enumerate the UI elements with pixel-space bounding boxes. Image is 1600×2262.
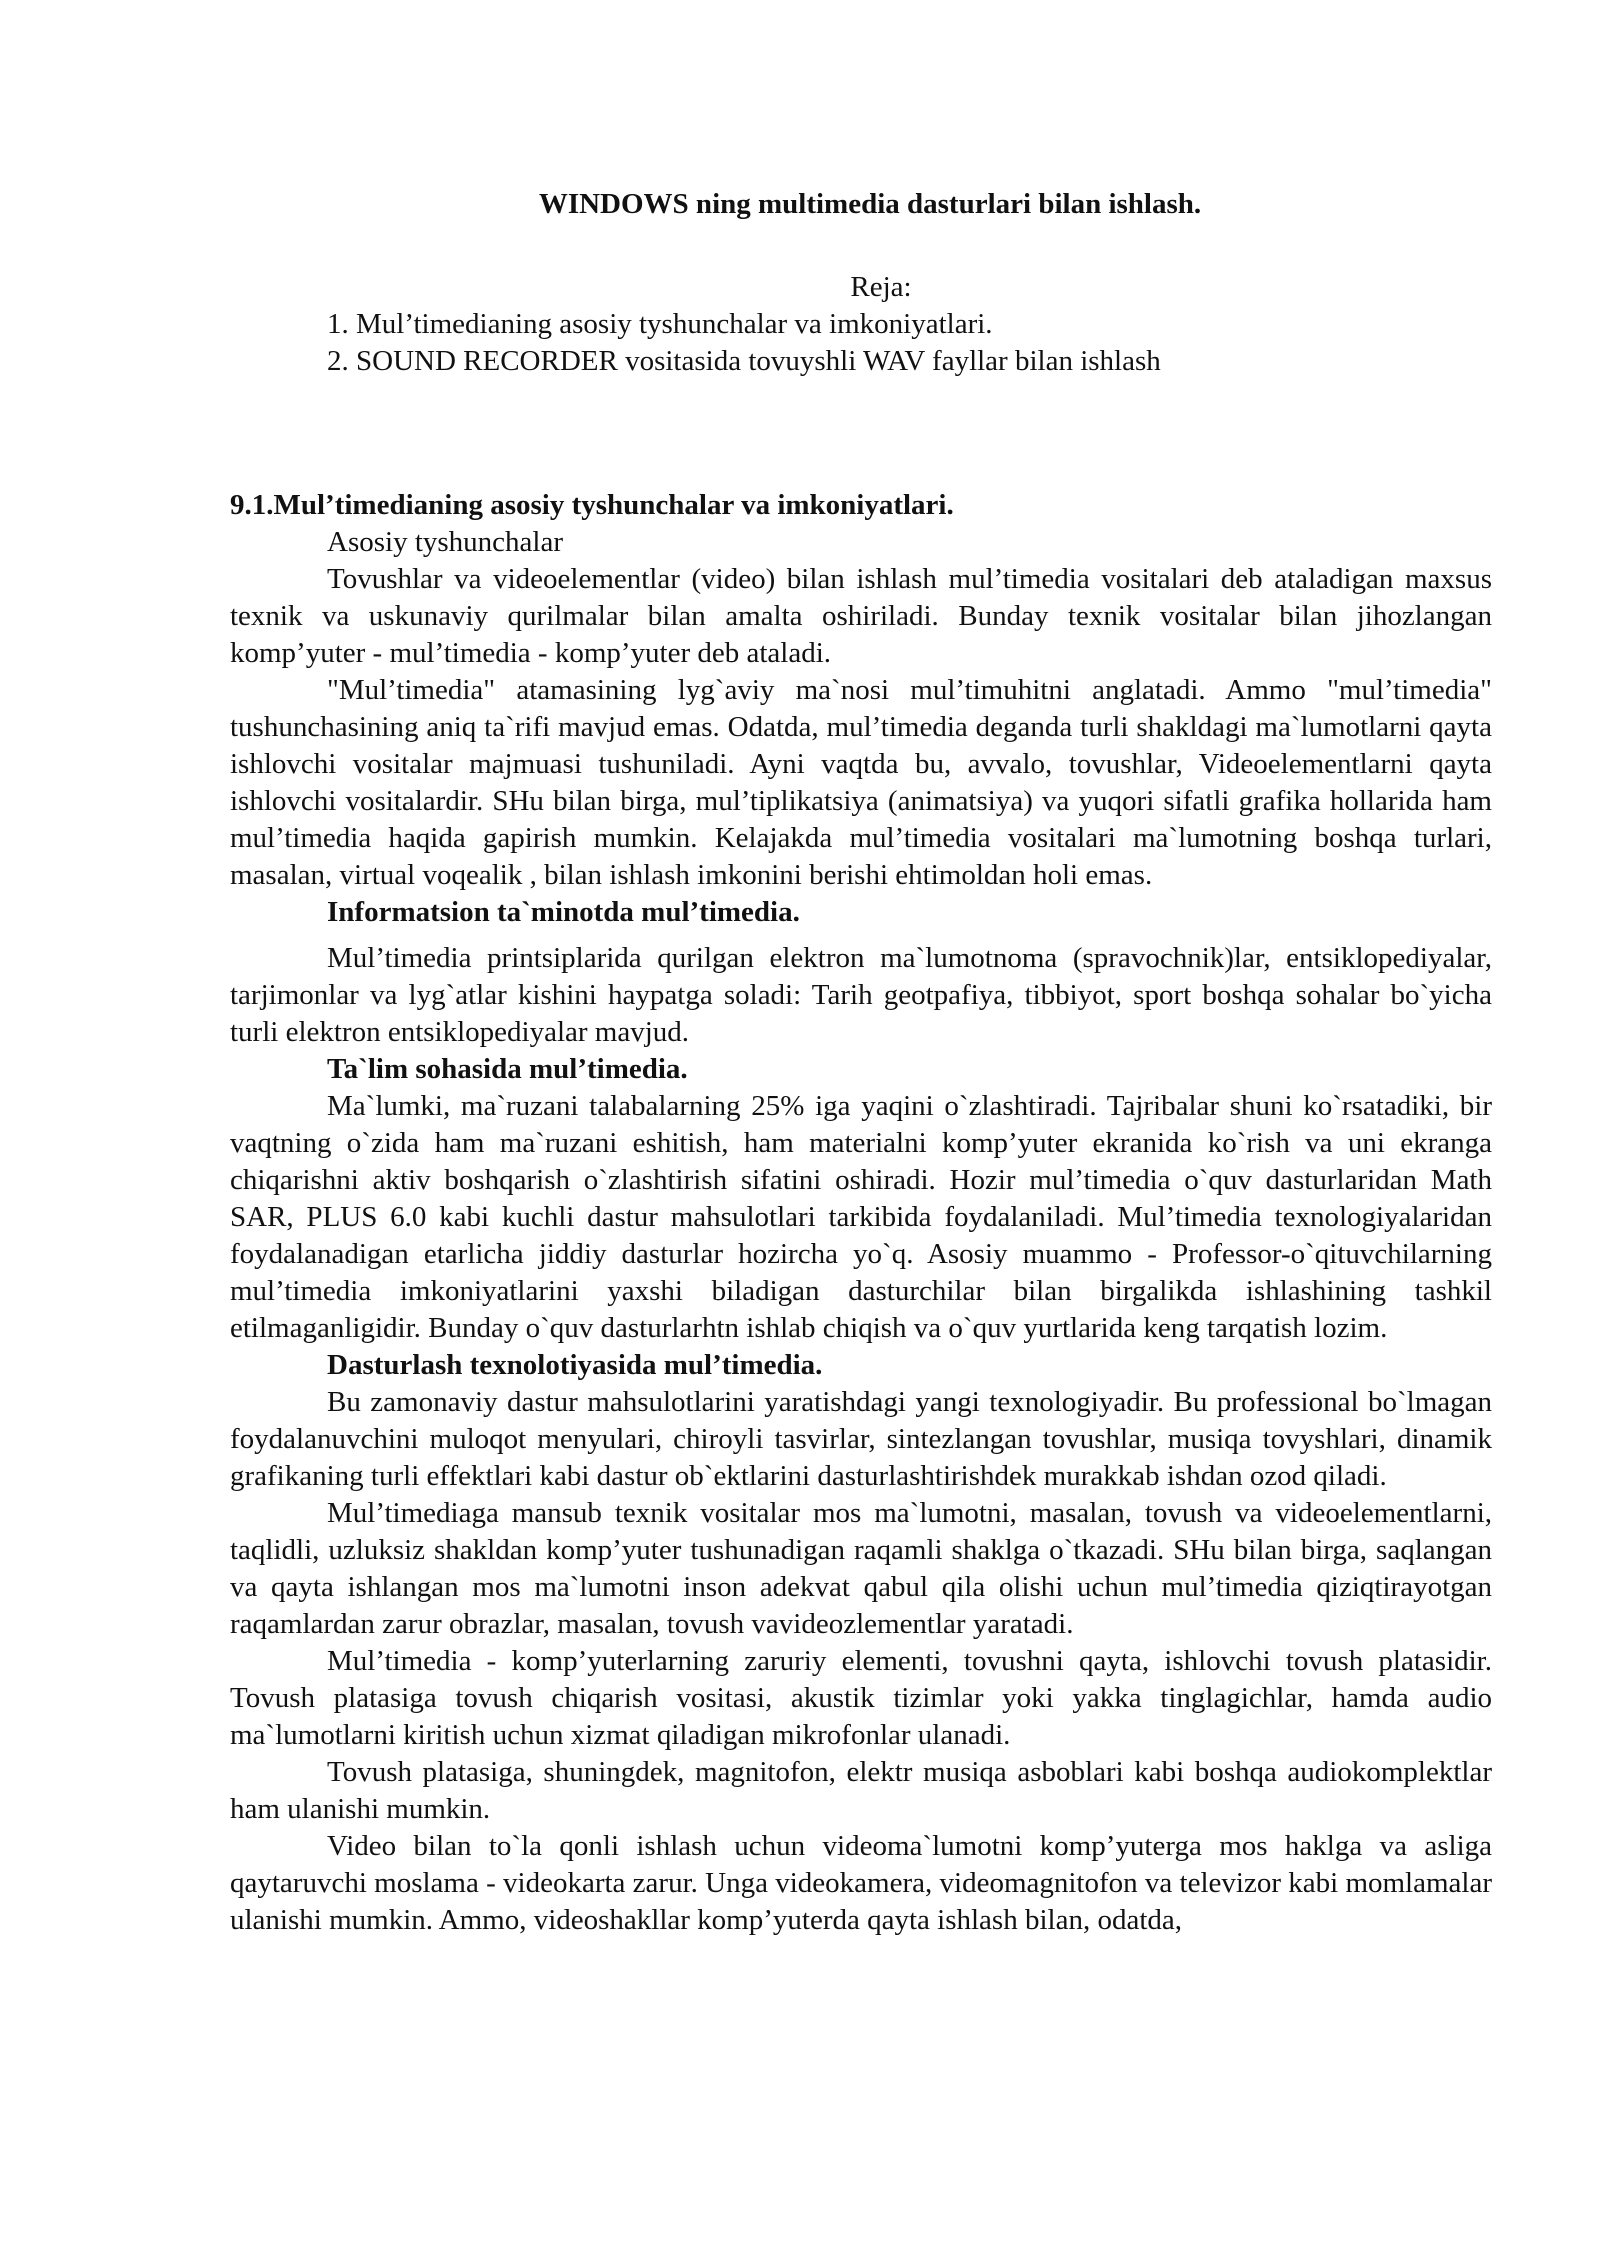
paragraph: Video bilan to`la qonli ishlash uchun videoma`lumotni komp’yuterga mos haklga va asliga qaytaruvchi moslama - videokarta zarur. Unga videokamera, videomagnitofon va televizor kabi momlamalar ulanishi mumkin. Ammo, videoshakllar komp’yuterda qayta ishlash bilan, odatda, [230,1830,1492,1936]
paragraph-info: Mul’timedia printsiplarida qurilgan elektron ma`lumotnoma (spravochnik)lar, entsiklopediyalar, tarjimonlar va lyg`atlar kishini haypatga soladi: Tarih geotpafiya, tibbiyot, sport boshqa sohalar bo`yicha turli elektron entsiklopediyalar mavjud. [230,942,1492,1048]
document-title: WINDOWS ning multimedia dasturlari bilan ishlash. [538,188,1202,220]
paragraph: Tovushlar va videoelementlar (video) bilan ishlash mul’timedia vositalari deb ataladigan maxsus texnik va uskunaviy qurilmalar bilan amalta oshiriladi. Bunday texnik vositalar bilan jihozlangan komp’yuter - mul’timedia - komp’yuter deb ataladi. [230,563,1492,669]
paragraph: Mul’timedia - komp’yuterlarning zaruriy elementi, tovushni qayta, ishlovchi tovush platasidir. Tovush platasiga tovush chiqarish vositasi, akustik tizimlar yoki yakka tinglagichlar, hamda audio ma`lumotlarni kiritish uchun xizmat qiladigan mikrofonlar ulanadi. [230,1645,1492,1751]
heading-education: Ta`lim sohasida mul’timedia. [327,1053,688,1085]
paragraph: Tovush platasiga, shuningdek, magnitofon, elektr musiqa asboblari kabi boshqa audiokomplektlar ham ulanishi mumkin. [230,1756,1492,1825]
plan-label: Reja: [850,271,912,303]
section-heading: 9.1.Mul’timedianing asosiy tyshunchalar va imkoniyatlari. [230,489,954,521]
plan-list [327,306,1492,380]
paragraph: Mul’timediaga mansub texnik vositalar mos ma`lumotni, masalan, tovush va videoelementlarni, taqlidli, uzluksiz shakldan komp’yuter tushunadigan raqamli shaklga o`tkazadi. SHu bilan birga, saqlangan va qayta ishlangan mos ma`lumotni inson adekvat qabul qila olishi uchun mul’timedia qiziqtirayotgan raqamlardan zarur obrazlar, masalan, tovush vavideozlementlar yaratadi. [230,1497,1492,1640]
paragraph-education: Ma`lumki, ma`ruzani talabalarning 25% iga yaqini o`zlashtiradi. Tajribalar shuni ko`rsatadiki, bir vaqtning o`zida ham ma`ruzani eshitish, ham materialni komp’yuter ekranida ko`rish va uni ekranga chiqarishni aktiv boshqarish o`zlashtirish sifatini oshiradi. Hozir mul’timedia o`quv dasturlaridan Math SAR, PLUS 6.0 kabi kuchli dastur mahsulotlari tarkibida foydalaniladi. Mul’timedia texnologiyalaridan foydalanadigan etarlicha jiddiy dasturlar hozircha yo`q. Asosiy muammo - Professor-o`qituvchilarning mul’timedia imkoniyatlarini yaxshi biladigan dasturchilar bilan birgalikda ishlashining tashkil etilmaganligidir. Bunday o`quv dasturlarhtn ishlab chiqish va o`quv yurtlarida keng tarqatish lozim. [230,1090,1492,1344]
paragraph: Bu zamonaviy dastur mahsulotlarini yaratishdagi yangi texnologiyadir. Bu professional bo`lmagan foydalanuvchini muloqot menyulari, chiroyli tasvirlar, sintezlangan tovushlar, musiqa tovyshlari, dinamik grafikaning turli effektlari kabi dastur ob`ektlarini dasturlashtirishdek murakkab ishdan ozod qiladi. [230,1386,1492,1492]
document-body [230,487,1492,1939]
heading-info: Informatsion ta`minotda mul’timedia. [327,896,800,928]
plan-item: 2. SOUND RECORDER vositasida tovuyshli WAV fayllar bilan ishlash [327,345,1161,377]
plan-item: 1. Mul’timedianing asosiy tyshunchalar va imkoniyatlari. [327,308,993,340]
paragraph: "Mul’timedia" atamasining lyg`aviy ma`nosi mul’timuhitni anglatadi. Ammo "mul’timedia" tushunchasining aniq ta`rifi mavjud emas. Odatda, mul’timedia deganda turli shakldagi ma`lumotlarni qayta ishlovchi vositalar majmuasi tushuniladi. Ayni vaqtda bu, avvalo, tovushlar, Videoelementlarni qayta ishlovchi vositalardir. SHu bilan birga, mul’tiplikatsiya (animatsiya) va yuqori sifatli grafika hollarida ham mul’timedia haqida gapirish mumkin. Kelajakda mul’timedia vositalari ma`lumotning boshqa turlari, masalan, virtual voqealik , bilan ishlash imkonini berishi ehtimoldan holi emas. [230,674,1492,891]
heading-programming: Dasturlash texnolotiyasida mul’timedia. [327,1349,823,1381]
subheading-basic: Asosiy tyshunchalar [327,526,563,558]
